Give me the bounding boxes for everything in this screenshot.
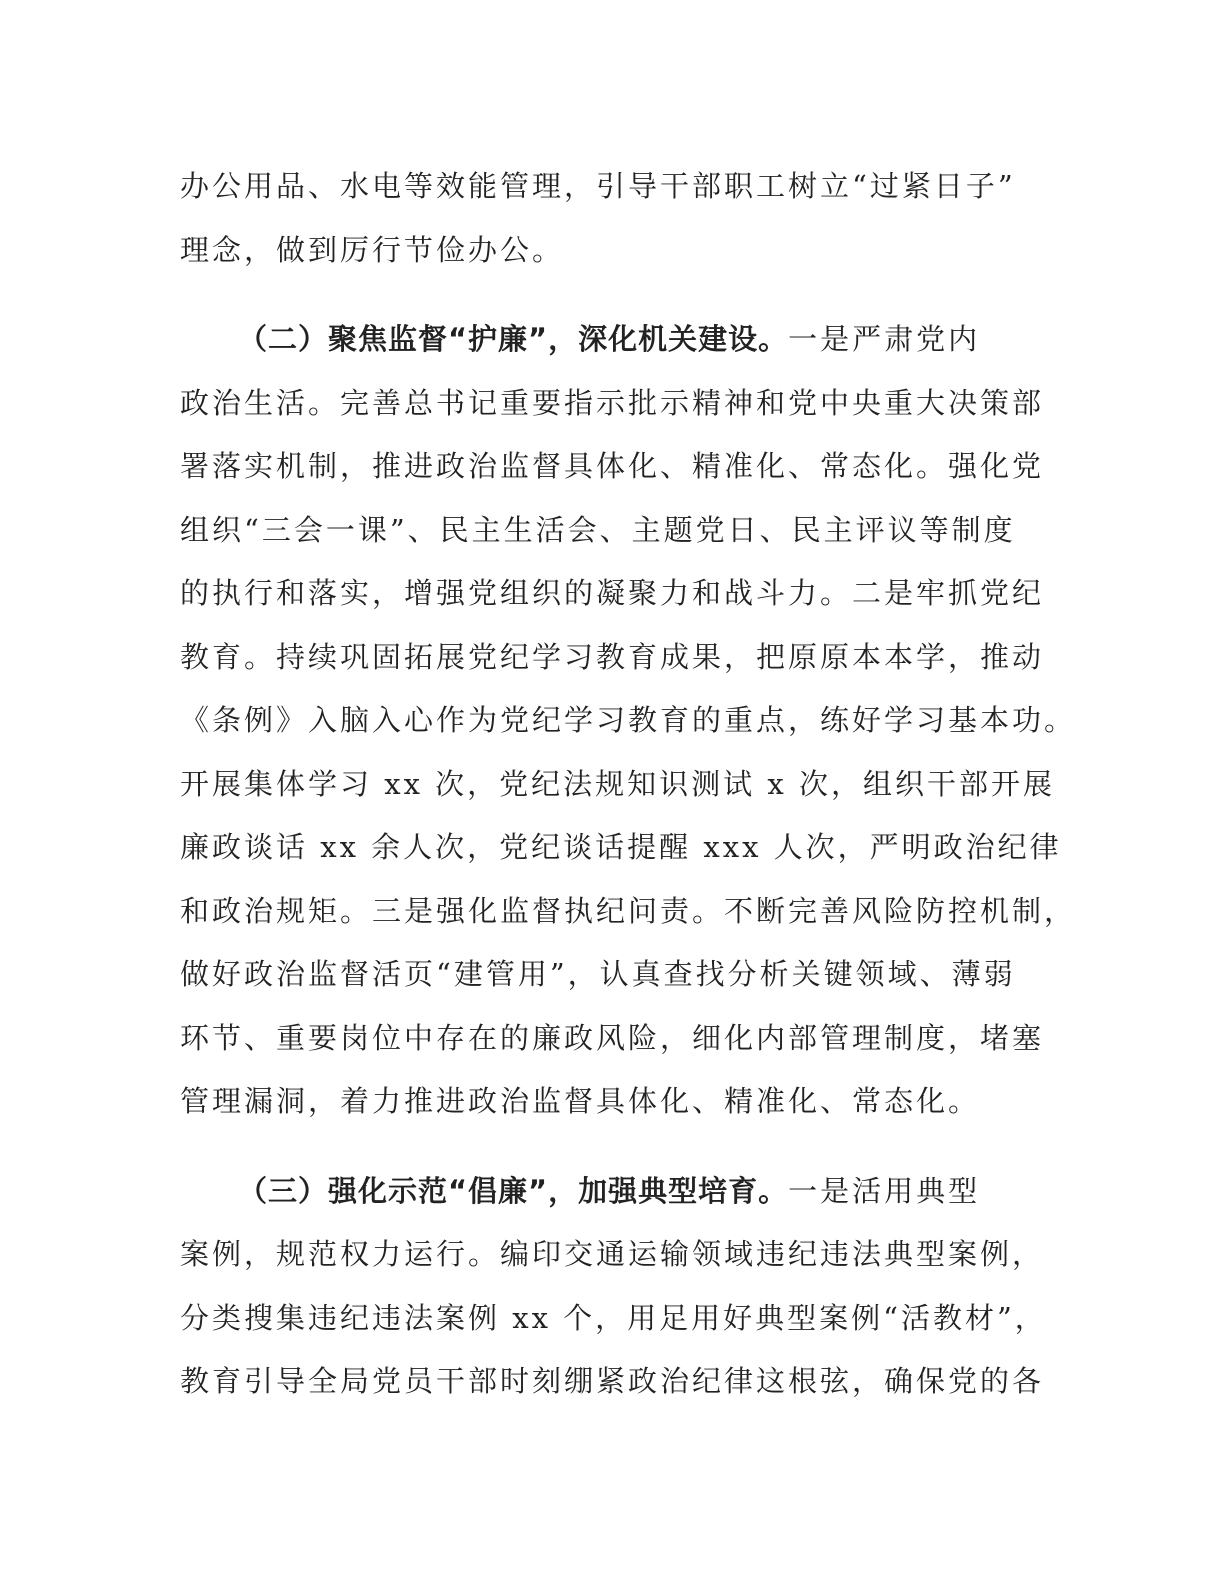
paragraph-3: [180, 1160, 1060, 1414]
text-run: 一是严肃党内: [788, 322, 981, 356]
paragraph-1: [180, 155, 1060, 282]
paragraph-spacer: [180, 1134, 1060, 1160]
paragraph-2: [180, 308, 1077, 1134]
text-line: 管理漏洞，着力推进政治监督具体化、精准化、常态化。: [180, 1084, 981, 1118]
text-line: 政治生活。完善总书记重要指示批示精神和党中央重大决策部: [180, 385, 1045, 420]
text-line: 和政治规矩。三是强化监督执纪问责。不断完善风险防控机制，: [180, 893, 1077, 928]
paragraph-first-line: [180, 1160, 1060, 1224]
text-line: 署落实机制，推进政治监督具体化、精准化、常态化。强化党: [180, 449, 1045, 483]
text-line: 教育。持续巩固拓展党纪学习教育成果，把原原本本学，推动: [180, 639, 1045, 674]
paragraph-spacer: [180, 282, 1060, 308]
text-line: 案例，规范权力运行。编印交通运输领域违纪违法典型案例，: [180, 1237, 1045, 1271]
text-run: 一是活用典型: [788, 1173, 981, 1208]
text-line: 教育引导全局党员干部时刻绷紧政治纪律这根弦，确保党的各: [180, 1364, 1045, 1398]
text-line: 办公用品、水电等效能管理，引导干部职工树立“过紧日子”: [180, 169, 1016, 203]
text-line: 组织“三会一课”、民主生活会、主题党日、民主评议等制度: [180, 512, 1016, 547]
text-line: 廉政谈话 xx 余人次，党纪谈话提醒 xxx 人次，严明政治纪律: [180, 830, 1062, 864]
section-heading-3: （三）强化示范“倡廉”，加强典型培育。: [238, 1173, 789, 1208]
text-line: 分类搜集违纪违法案例 xx 个，用足用好典型案例“活教材”，: [180, 1300, 1047, 1335]
text-line: 《条例》入脑入心作为党纪学习教育的重点，练好学习基本功。: [180, 703, 1077, 737]
text-line: 环节、重要岗位中存在的廉政风险，细化内部管理制度，堵塞: [180, 1020, 1045, 1055]
text-line: 理念，做到厉行节俭办公。: [180, 232, 565, 267]
text-line: 做好政治监督活页“建管用”，认真查找分析关键领域、薄弱: [180, 957, 1016, 991]
section-heading-2: （二）聚焦监督“护廉”，深化机关建设。: [238, 322, 789, 356]
text-line: 开展集体学习 xx 次，党纪法规知识测试 x 次，组织干部开展: [180, 766, 1055, 801]
text-line: 的执行和落实，增强党组织的凝聚力和战斗力。二是牢抓党纪: [180, 576, 1045, 610]
document-page: [180, 155, 1077, 1414]
paragraph-first-line: [180, 308, 1060, 372]
